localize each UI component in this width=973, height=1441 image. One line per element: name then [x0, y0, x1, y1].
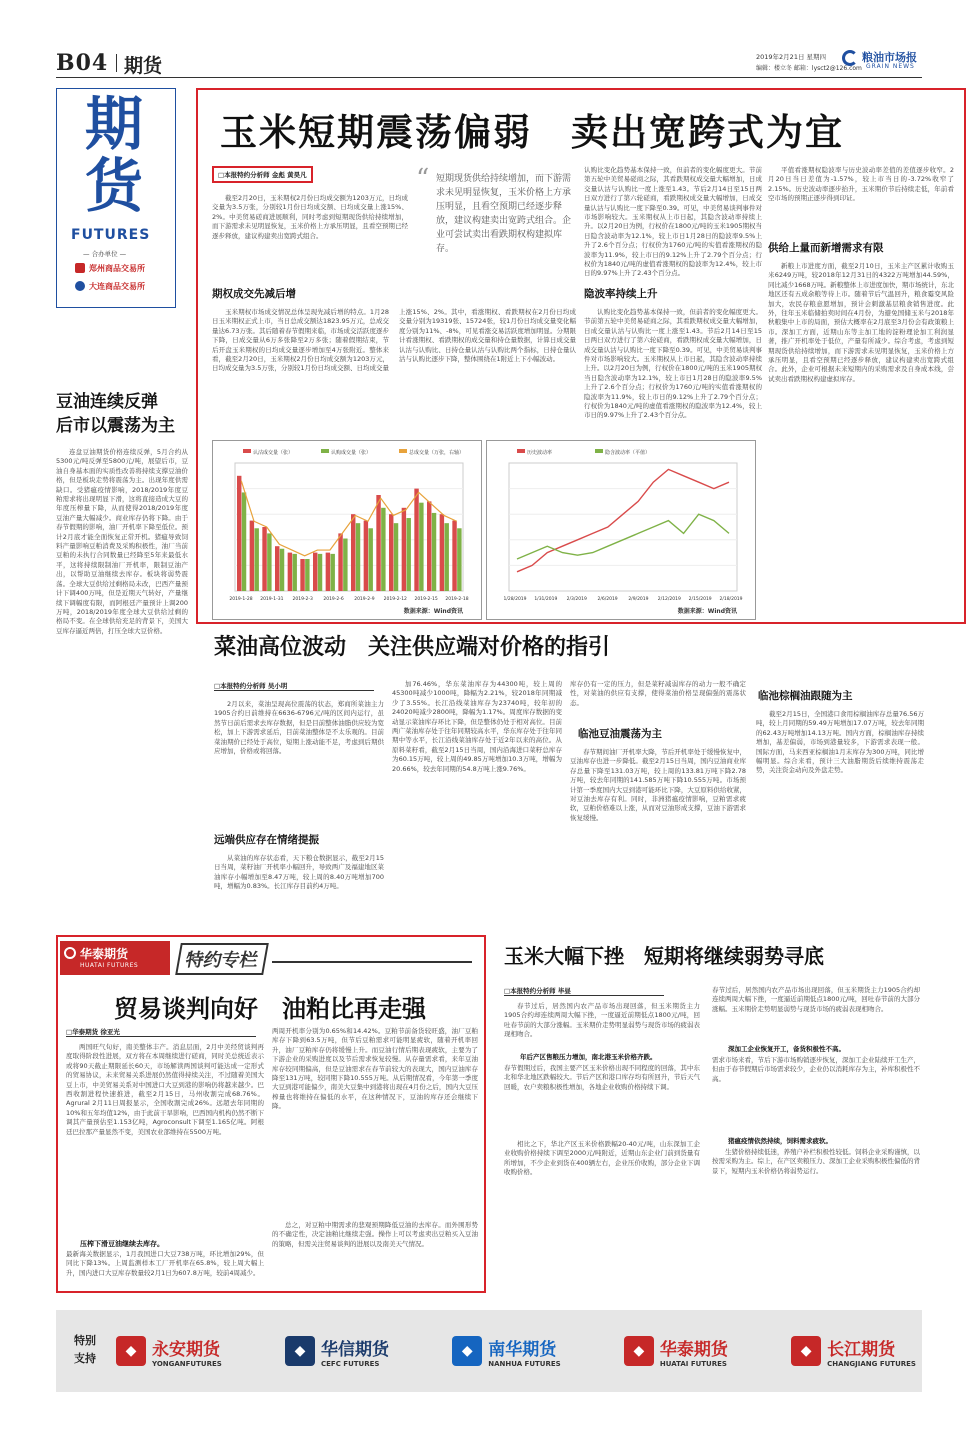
banner-char-1: 期 [85, 90, 144, 158]
bar-put [275, 546, 279, 591]
main-byline: □本报特约分析师 金彪 黄昊凡 [212, 166, 313, 183]
sub-option-volume: 期权成交先减后增 [212, 288, 296, 300]
legend-label: 历史波动率 [527, 450, 553, 456]
bar-call [457, 528, 461, 591]
main-body-col4: 新粮上市进度方面，截至2月10日，玉米主产区累计收购玉米6249万吨，较2018年12月31日的4322万吨增加44.59%，同比减少1668万吨。新粮整体上市进度加快，期市场统计，东北地区还有五成余粮等待上市。随着节后气温回升，粮食霉变风险加大，农民存粮意愿增加，预计会刺激基层粮食销售进度。此外，往年玉米临储拍卖时间在4月份，为避免国储玉米与2018年秋粮集中上市的局面，预估大概率在2月底至3月份会有政策粮上市。深加工方面，近期山东等主加工地的淀粉理论加工利润显著，推广开机率处于低位，产量有所减少。综合考虑，考虑到短期现货供给持续增加，而下游需求未见明显恢复，玉米价格上方承压明显，且看空预期已经逐步释放，建议构建卖出宽跨式组合。此外，企业可根据未来短期内的采购需求及自身成本线，尝试卖出看跌期权构建虚拟库存。 [768, 262, 954, 383]
chart-volume-svg [213, 441, 481, 619]
bar-call [381, 508, 385, 591]
chart-source: 数据来源：Wind资讯 [403, 608, 463, 615]
chart-volume [212, 440, 482, 620]
bar-put [376, 495, 380, 591]
page-header [56, 48, 922, 78]
bar-call [242, 492, 246, 591]
legend-label: 认沽成交量（张） [253, 450, 294, 456]
huatai-column [56, 935, 486, 1293]
bar-put [237, 476, 241, 591]
legend-label: 认购成交量（张） [331, 450, 372, 456]
x-tick-label: 2019-2-3 [292, 597, 313, 602]
rapeseed-sub-2: 临池豆油震荡为主 [578, 728, 662, 740]
exchange-2: 大连商品交易所 [89, 282, 145, 291]
x-tick-label: 2019-1-28 [229, 597, 253, 602]
bar-put [452, 521, 456, 591]
column-name: 特约专栏 [175, 943, 269, 975]
huatai-badge-cn: 华泰期货 [80, 947, 129, 961]
editor-line: 编辑：楼立冬 邮箱：lysct2@126.com [756, 65, 862, 72]
legend-label: 隐含波动率（平值） [605, 450, 651, 456]
chart-volatility-svg [487, 441, 755, 619]
sponsor-name-en: CHANGJIANG FUTURES [827, 1359, 916, 1368]
bar-put [389, 514, 393, 591]
huatai-badge [60, 941, 170, 975]
main-body-col3-top: 认购比变化趋势基本保持一致，但前者的变化幅度更大。节前第五轮中美贸易磋商之际，其看跌期权成交量大幅增加，日成交量认沽与认购比一度上涨至1.43。节后2月14日至15日两日双方进行了第六轮磋商，看跌期权成交量大幅增加，日成交量认沽与认购比一度下降至0.39。可见，中美贸易谈判事件对市场影响较大。玉米期权从上市日起，其隐含波动率持续上升。以2月20日为例，行权价在1800元/吨的玉米1905期权当日隐含波动率为12.1%，较上市日1月28日的隐波率9.5%上升了2.6个百分点；行权价为1760元/吨的实值看涨期权的隐波率为11.9%，较上市日的9.12%上升了2.79个百分点；行权价为1840元/吨的虚值看涨期权的隐波率为12.4%，较上市日的9.97%上升了2.43个百分点。 [584, 166, 762, 278]
dce-logo-icon [75, 281, 85, 291]
bar-put [364, 521, 368, 591]
sponsor-strip [56, 1310, 922, 1392]
main-body-col3: 认购比变化趋势基本保持一致，但前者的变化幅度更大。节前第五轮中美贸易磋商之际，其看跌期权成交量大幅增加，日成交量认沽与认购比一度上涨至1.43。节后2月14日至15日两日双方进行了第六轮磋商，看跌期权成交量大幅增加，日成交量认沽与认购比一度下降至0.39。可见，中美贸易谈判事件对市场影响较大。玉米期权从上市日起，其隐含波动率持续上升。以2月20日为例，行权价在1800元/吨的玉米1905期权当日隐含波动率为12.1%，较上市日1月28日的隐波率9.5%上升了2.6个百分点；行权价为1760元/吨的实值看涨期权的隐波率为11.9%，较上市日的9.12%上升了2.79个百分点；行权价为1840元/吨的虚值看涨期权的隐波率为12.4%，较上市日的9.97%上升了2.43个百分点。 [584, 308, 762, 420]
rapeseed-byline: □本报特约分析师 吴小明 [214, 681, 374, 691]
rapeseed-sub-1: 远端供应存在情绪提振 [214, 834, 319, 846]
column-rule [272, 961, 472, 963]
banner-en: FUTURES [71, 227, 151, 243]
x-tick-label: 2/6/2019 [597, 597, 618, 602]
section-name: 期货 [124, 55, 163, 77]
huatai-body-2: 最新海关数据显示，1月我国进口大豆738万吨，环比增加29%，但同比下降13%。上周监测样本工厂开机率在65.8%，较上周大幅上升，国内进口大豆库存数量较2月1日为607.8万吨，较前4周减少。 [66, 1250, 264, 1277]
sponsor-4 [791, 1335, 916, 1368]
sponsor-name-en: YONGANFUTURES [152, 1359, 222, 1368]
soy-title-1: 豆油连续反弹 [56, 392, 158, 412]
huatai-byline: □华泰期货 徐亚光 [66, 1027, 256, 1037]
quote-mark-icon: “ [416, 164, 430, 194]
banner-char-2: 货 [85, 152, 144, 220]
bar-call [356, 523, 360, 591]
bar-call [368, 528, 372, 591]
bar-put [326, 553, 330, 591]
x-tick-label: 2019-2-9 [354, 597, 375, 602]
x-tick-label: 2/15/2019 [688, 597, 712, 602]
legend-swatch [517, 449, 525, 453]
bar-put [262, 527, 266, 591]
sponsor-name: 长江期货 [827, 1339, 896, 1360]
sponsor-name-en: HUATAI FUTURES [659, 1359, 727, 1368]
banner-coop: — 合办单位 — [83, 250, 127, 258]
huatai-body-4: 总之，对豆粕中期需求的悲观预期降低豆油的去库存。而外围形势的不确定性，决定油粕比继续走强。操作上可以考虑卖出豆粕买入豆油的策略，但需关注贸易谈判的进展以及南美天气情况。 [272, 1221, 478, 1248]
soy-body: 连盘豆油期货价格连续反弹，5月合约从5300元/吨反弹至5800元/吨，展望后市，豆油自身基本面的实质性改善将持续支撑豆油价格，但是板块走势将震荡为主。出现年度供需缺口。受猪瘟疫情影响，2018/2019年度豆粕需求将出现明显下滑，这将直接造成大豆的年度压榨量下降，从而使得2018/2019年度豆油产量大幅减少。商业库存仍将下降。由于春节假期的影响，油厂开机率下降至低位。预计2月底才能全面恢复正常开机。猪瘟导致饲料产量影响豆粕消费及采购积极性，油厂当前豆粕的未执行合同数量已经降至5年来最低水平，这将持续限制油厂开机率，限制豆油产出，以帮助豆油继续去库存。板块将弱势震荡。全球大豆供给过剩格局未改，巴西产量预计下调400万吨，但是近期天气转好，产量继续下调幅度有限，而阿根廷产量预计上调200万吨，2018/2019年度全球大豆供给过剩的格局不变。在全球供给充足的背景下，美国大豆库存逼近两倍，打压全球大豆价格。 [56, 448, 188, 635]
x-tick-label: 2019-2-18 [445, 597, 469, 602]
zce-logo-icon [75, 263, 85, 273]
sponsor-name: 华信期货 [321, 1339, 390, 1360]
bar-put [288, 553, 292, 591]
corn-sub-3: 猪瘟疫情依然持续，饲料需求疲软。 [728, 1137, 832, 1145]
bar-call [394, 523, 398, 591]
huaxin-logo-icon: ◆ [285, 1336, 315, 1366]
corn-byline: □本报特约分析师 毕昼 [504, 986, 664, 996]
sponsor-3 [624, 1335, 728, 1368]
huatai-sub-1: 压榨下滑豆油继续去库存。 [80, 1240, 164, 1248]
main-quote: 短期现货供给持续增加，而下游需求未见明显恢复，玉米价格上方承压明显，且看空预期已经逐步释放，建议构建卖出宽跨式组合。企业可尝试卖出看跌期权构建拟库存。 [436, 174, 572, 254]
sponsor-name: 华泰期货 [659, 1339, 728, 1360]
bar-call [432, 513, 436, 591]
bar-call [406, 518, 410, 591]
x-tick-label: 2/3/2019 [566, 597, 587, 602]
soy-title-2: 后市以震荡为主 [56, 416, 175, 436]
bar-call [343, 539, 347, 591]
sponsor-name: 永安期货 [152, 1339, 220, 1360]
bar-put [338, 533, 342, 591]
bar-call [267, 533, 271, 591]
main-title: 玉米短期震荡偏弱 卖出宽跨式为宜 [220, 110, 844, 154]
bar-call [419, 503, 423, 591]
soy-article [56, 390, 188, 930]
rapeseed-body-1: 2月以来，菜油呈现高位震荡的状态，郑商所菜油主力1905合约日前维持在6636-6796元/吨的区间内运行，虽然节日前后需求去库存数据，但是目前整体油脂供应较为宽松，加上下游需求延后，目前菜油整体是不太乐观的。目前菜油期价已经处于高位，短期上涨动能不足，考虑到后期供应增加，价格或将回落。 [214, 700, 384, 756]
main-body-1: 玉米期权市场成交情况总体呈现先减后增的特点。1月28日玉米期权正式上市，当日总成交额达1823.95万元，总成交量达6.73万张。其后随着春节假期来临，市场成交活跃度逐步下降，日成交量从6万多张降至2万多张；随着假期结束，节后开盘玉米期权的日均成交量逐步增加至4万张附近。整体来看，截至2月20日，玉米期权2月份日均成交额为1203万元，日均成交量为3.5万张，分别较1月份日均成交额、日均成交量上涨15%、2%。其中，看涨期权、看跌期权在2月份日均成交量分别为19319张、15724张，较1月份日均成交量变化幅度分别为11%、-8%，可见看涨交易活跃度增加明显。分期限计看涨期权、看跌期权的成交量和持仓量数据，计算日成交量认沽与认购比、日持仓量认沽与认购比两个指标，日持仓量认沽与认购比逐步下降，整体围绕在1附近上下小幅波动。 [212, 308, 576, 373]
main-lead: 截至2月20日，玉米期权2月份日均成交额为1203万元，日均成交量为3.5万张，分别较1月份日均成交额、日均成交量上涨15%、2%。中美贸易磋商进展顺利，同时考虑到短期现货供给持续增加，而下游需求未见明显恢复，玉米价格上方承压明显，且看空预期已经逐步释放，建议构建卖出宽跨式组合。 [212, 194, 408, 240]
paper-name: 粮油市场报 [862, 51, 917, 64]
bar-put [402, 508, 406, 591]
sponsor-name-en: NANHUA FUTURES [488, 1359, 561, 1368]
bar-call [254, 528, 258, 591]
bar-put [313, 553, 317, 591]
legend-swatch [321, 449, 329, 453]
x-tick-label: 2019-2-6 [323, 597, 344, 602]
paper-logo-icon [842, 50, 858, 66]
rapeseed-body-2: 从菜油的库存状态看，天下粮仓数据显示，截至2月15日当周，菜籽油厂开机率小幅回升，导致两广及福建地区菜油库存小幅增加至8.47万吨，较上周的8.40万吨增加700吨，增幅为0.83%。长江库存目前约4万吨。 [214, 854, 384, 891]
corn-body-1: 春节过后，居然国内农产品市场出现回落，但玉米期货主力1905合约却连续两周大幅下挫，一度逼近前期低点1800元/吨，回吐春节前的大部分涨幅。玉米期价走势明显弱势与现货市场的疲弱表现相吻合。 [504, 1002, 700, 1039]
huatai-logo-small-icon [64, 947, 76, 959]
huatai-badge-en: HUATAI FUTURES [80, 962, 139, 969]
sponsor-label-2: 支持 [74, 1352, 96, 1365]
sub-implied-vol: 隐波率持续上升 [584, 288, 658, 300]
rapeseed-sub-3: 临池棕榈油跟随为主 [758, 690, 853, 702]
rapeseed-title: 菜油高位波动 关注供应端对价格的指引 [214, 634, 611, 660]
nanhua-logo-icon: ◆ [452, 1336, 482, 1366]
main-article-frame [196, 88, 966, 624]
bar-call [444, 523, 448, 591]
bar-put [440, 514, 444, 591]
bar-call [318, 554, 322, 591]
legend-label: 总成交量（万张，右轴） [409, 450, 465, 456]
chart-source: 数据来源：Wind资讯 [677, 608, 737, 615]
main-body-col4-top: 平值看涨期权隐波率与历史波动率差值的差值逐步收窄。2月20日当日差值为-1.57%，较上市当日的-3.72%收窄了2.15%。历史波动率逐步抬升，玉米期价节后持续走低，年前看空市场的预期正逐步得到印证。 [768, 166, 954, 203]
corn-body-col2-top: 春节过后，居然国内农产品市场出现回落，但玉米期货主力1905合约却连续两周大幅下挫，一度逼近前期低点1800元/吨，回吐春节前的大部分涨幅。玉米期价走势明显弱势与现货市场的疲弱表现相吻合。 [712, 986, 920, 1013]
corn-body-4: 需求市场来看，节后下游市场购销逐步恢复，深加工企业陆续开工生产，但由于春节假期后市场需求较少，企业仍以消耗库存为主，补库积极性不高。 [712, 1056, 920, 1083]
bar-call [292, 554, 296, 591]
huatai-body-1: 两国旺气旬好，南美整体丰产。消息层面，2月中美经贸谈判再度取得阶段性进展，双方将在本周继续进行磋商，同时美总统近表示或将90天截止期限延长60天，市场解读两国谈判可能达成一定形式的贸易协议，未来贸易关系进展仍然值得持续关注，不过随着美国大豆上市，中美贸易关系对中国进口大豆到港的影响仍将越来越少。巴西收割进程快速推进，截至2月15日，马州收割完成68.76%。Agrural 2月11日周报显示，全国收割完成26%。远超去年同期的10%和五年均值12%，由于此前干旱影响，巴西国内机构仍然不断下调其产量预估至1.153亿吨，Agroconsult下调至1.165亿吨。阿根廷巴拉那产量显然不变，美国农业部维持在5500万吨。 [66, 1043, 264, 1136]
yongan-logo-icon: ◆ [116, 1336, 146, 1366]
corn-title: 玉米大幅下挫 短期将继续弱势寻底 [504, 944, 824, 968]
date-line: 2019年2月21日 星期四 [756, 53, 827, 61]
huatai-title: 贸易谈判向好 油粕比再走强 [114, 994, 426, 1023]
x-tick-label: 2019-1-31 [260, 597, 284, 602]
paper-en: GRAIN NEWS [866, 63, 915, 70]
chart-volatility [486, 440, 756, 620]
corn-body-2: 春节假期过后，我国主要产区玉米价格出现不同程度的回落，其中东北和华北地区跌幅较大。节后产区和港口库存均有所回升，节后天气回暖，农户卖粮积极性增加，各地企业收购价格持续下调。 [504, 1064, 700, 1091]
corn-sub-1: 年后产区售粮压力增加，南北港玉米价格齐跌。 [520, 1053, 657, 1061]
corn-body-5: 生猪价格持续低迷，养殖户补栏积极性较低。饲料企业采购谨慎，以按需采购为主。综上，在产区卖粮压力、深加工企业采购积极性偏低的背景下，短期内玉米价格仍将弱势运行。 [712, 1148, 920, 1175]
x-tick-label: 2/18/2019 [719, 597, 743, 602]
rapeseed-body-4: 库存仍有一定的压力，但是菜籽减弱库存的动力一般不确定性，对菜油的供应有支撑，使得菜油价格呈现偏强的震荡状态。 [570, 680, 746, 707]
bar-put [300, 559, 304, 591]
huatai-logo-icon: ◆ [624, 1336, 654, 1366]
bar-call [305, 559, 309, 591]
sponsor-0 [116, 1335, 222, 1368]
bar-call [330, 554, 334, 591]
bar-call [280, 549, 284, 591]
sponsor-name-en: CEFC FUTURES [321, 1359, 380, 1368]
header-divider [116, 54, 117, 72]
huatai-body-3: 两周开机率分别为0.65%和14.42%。豆粕节前备货较旺盛，油厂豆粕库存下降到63.5万吨，但节后豆粕需求可能明显疲软，随着开机率回升，油厂豆粕库存仍将缓慢上升。而豆油行情后期表现疲软，主要为了下游企业的采购进度以及节后需求恢复较慢。从存量需求看，来年豆油库存较同期偏高，但是豆油需求在春节前较大的表现大，国内豆油库存降至131万吨，较同期下降10.555万吨。从后期情况看，今年第一季度大豆到港可能偏少，南美大豆集中到港将出现在4月份之后，国内大豆压榨量也将维持在偏低的水平，在这种情况下，豆油的库存还会继续下降。 [272, 1027, 478, 1111]
x-tick-label: 1/31/2019 [534, 597, 558, 602]
rapeseed-body-6: 截至2月15日，全国港口食用棕榈油库存总量76.56万吨，较上月同期的59.49万吨增加17.07万吨，较去年同期的62.43万吨增加14.13万吨。国内方面，棕榈油库存持续增加，基差偏弱，市场到港量较多，下游需求表现一般。国际方面，马来西亚棕榈油1月末库存为300万吨，同比增幅明显。综合来看，预计三大油脂期货后续维持震荡走势，关注资金动向及外盘走势。 [756, 710, 924, 775]
legend-swatch [595, 449, 603, 453]
rapeseed-body-3: 加76.46%，华东菜油库存为44300吨，较上周的45300吨减少1000吨，降幅为2.21%，较2018年同期减少了3.55%。长江沿线菜油库存为23740吨，较年初的24020吨减少2800吨，降幅为1.17%。周度库存数据的变动显示菜油库存环比下降，但是整体仍处于相对高位。目前两广菜油库存处于往年同期较高水平，华东库存处于往年同期中等水平，长江沿线菜油库存处于近2年以来的高位。从原料菜籽看，截至2月15日当周，国内沿海进口菜籽总库存为60.15万吨，较上周的49.85万吨增加10.3万吨，增幅为20.66%，较去年同期的54.8万吨上涨9.76%。 [392, 680, 562, 773]
page-number: B04 [56, 50, 109, 76]
sponsor-name: 南华期货 [488, 1339, 557, 1360]
x-tick-label: 2/12/2019 [657, 597, 681, 602]
plot-area [509, 463, 737, 591]
bar-put [351, 514, 355, 591]
corn-sub-2: 深加工企业恢复开工，备货积极性不高。 [728, 1045, 845, 1053]
bar-put [414, 489, 418, 591]
legend-swatch [399, 449, 407, 453]
sponsor-2 [452, 1335, 560, 1368]
bar-put [427, 501, 431, 591]
x-tick-label: 2/9/2019 [628, 597, 649, 602]
sponsor-label-1: 特别 [74, 1334, 96, 1347]
x-tick-label: 2019-2-12 [383, 597, 407, 602]
changjiang-logo-icon: ◆ [791, 1336, 821, 1366]
bar-put [250, 521, 254, 591]
sponsor-1 [285, 1335, 389, 1368]
x-tick-label: 2019-2-15 [414, 597, 438, 602]
exchange-1: 郑州商品交易所 [89, 264, 145, 273]
rapeseed-body-5: 春节期间油厂开机率大降，节后开机率处于缓慢恢复中，豆油库存也进一步降低。截至2月15日当周，国内豆油商业库存总量下降至131.03万吨，较上周的133.81万吨下降2.78万吨，较去年同期的141.585万吨下降10.555万吨。市场预计第一季度国内大豆到港可能环比下降，大豆原料供给收紧，对豆油去库存有利。同时，非洲猪瘟疫情影响，豆粕需求疲软，豆粕价格难以上涨，从而对豆油形成支撑，豆油下游需求恢复缓慢。 [570, 748, 746, 822]
corn-body-3: 相比之下，华北产区玉米价格跌幅20-40元/吨，山东深加工企业收购价格持续下调至2000元/吨附近，近期山东企业门前到货量有所增加，不少企业到货在400辆左右，企业压价收购，部分企业下调收购价格。 [504, 1140, 700, 1177]
sub-supply: 供给上量而新增需求有限 [768, 242, 884, 254]
side-banner [56, 88, 176, 308]
legend-swatch [243, 449, 251, 453]
x-tick-label: 1/28/2019 [503, 597, 527, 602]
sponsor-list [116, 1324, 916, 1378]
